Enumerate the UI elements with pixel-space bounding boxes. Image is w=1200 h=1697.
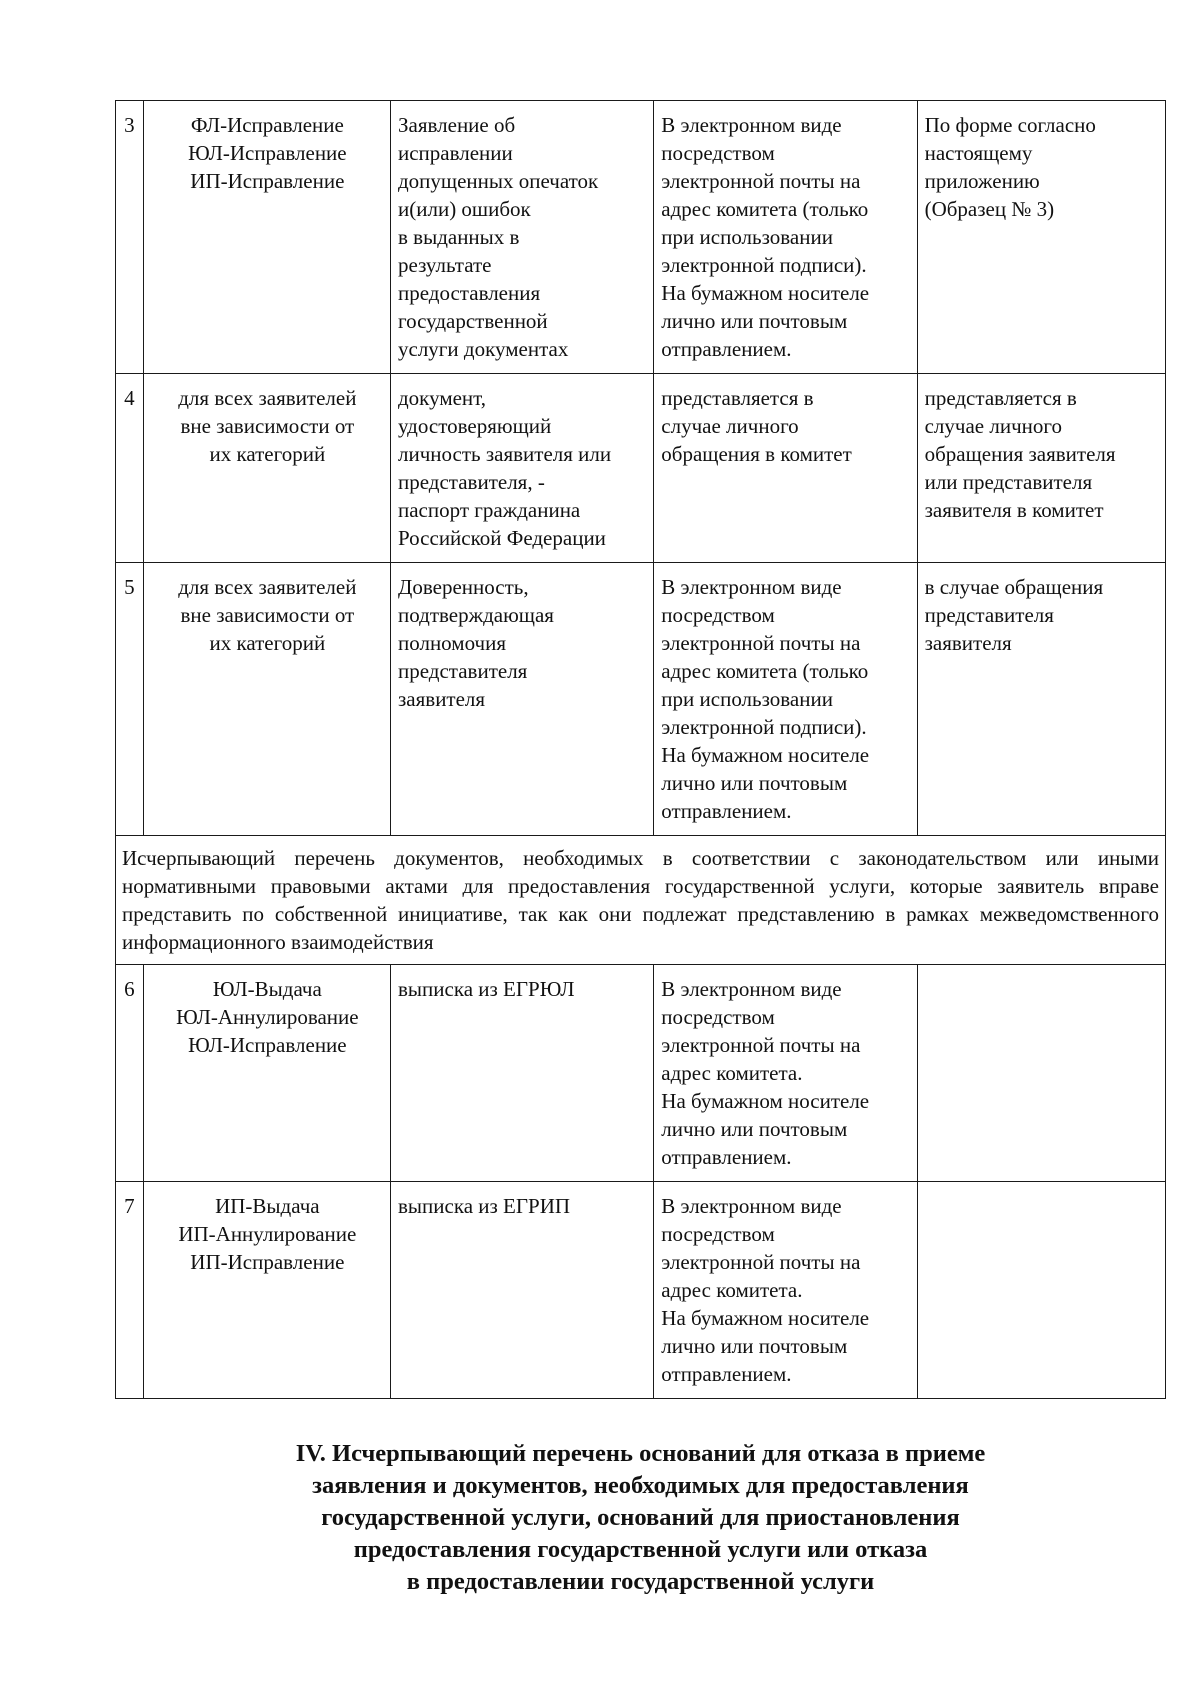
heading-line: предоставления государственной услуги или отказа	[353, 1536, 928, 1563]
applicant-category: ФЛ-Исправление ЮЛ-Исправление ИП-Исправление	[143, 101, 390, 374]
submission-method: В электронном виде посредством электронной почты на адрес комитета. На бумажном носителе лично или почтовым отправлением.	[654, 965, 917, 1182]
document-name: Доверенность, подтверждающая полномочия представителя заявителя	[391, 563, 654, 836]
submission-method: представляется в случае личного обращения в комитет	[654, 374, 917, 563]
table-row	[116, 101, 1166, 374]
heading-line: в предоставлении государственной услуги	[406, 1568, 875, 1595]
row-number: 6	[116, 965, 144, 1182]
row-number: 3	[116, 101, 144, 374]
heading-line: государственной услуги, оснований для приостановления	[321, 1504, 960, 1531]
submission-method: В электронном виде посредством электронной почты на адрес комитета (только при использовании электронной подписи). На бумажном носителе лично или почтовым отправлением.	[654, 101, 917, 374]
document-name: выписка из ЕГРИП	[391, 1182, 654, 1399]
document-name: Заявление об исправлении допущенных опечаток и(или) ошибок в выданных в результате предоставления государственной услуги документах	[391, 101, 654, 374]
row-number: 7	[116, 1182, 144, 1399]
table-row	[116, 965, 1166, 1182]
table-section-row	[116, 836, 1166, 965]
document-name: документ, удостоверяющий личность заявителя или представителя, - паспорт гражданина Российской Федерации	[391, 374, 654, 563]
document-name: выписка из ЕГРЮЛ	[391, 965, 654, 1182]
document-note	[917, 1182, 1165, 1399]
applicant-category: ЮЛ-Выдача ЮЛ-Аннулирование ЮЛ-Исправление	[143, 965, 390, 1182]
submission-method: В электронном виде посредством электронной почты на адрес комитета. На бумажном носителе лично или почтовым отправлением.	[654, 1182, 917, 1399]
document-note: представляется в случае личного обращения заявителя или представителя заявителя в комитет	[917, 374, 1165, 563]
submission-method: В электронном виде посредством электронной почты на адрес комитета (только при использовании электронной подписи). На бумажном носителе лично или почтовым отправлением.	[654, 563, 917, 836]
heading-line: IV. Исчерпывающий перечень оснований для отказа в приеме	[295, 1440, 986, 1467]
section-description: Исчерпывающий перечень документов, необходимых в соответствии с законодательством или иными нормативными правовыми актами для предоставления государственной услуги, которые заявитель вправе представить по собственной инициативе, так как они подлежат представлению в рамках межведомственного информационного взаимодействия	[116, 836, 1166, 965]
document-note: По форме согласно настоящему приложению (Образец № 3)	[917, 101, 1165, 374]
document-note: в случае обращения представителя заявителя	[917, 563, 1165, 836]
document-note	[917, 965, 1165, 1182]
row-number: 5	[116, 563, 144, 836]
table-row	[116, 1182, 1166, 1399]
documents-table	[115, 100, 1166, 1399]
row-number: 4	[116, 374, 144, 563]
table-row	[116, 563, 1166, 836]
section-heading	[115, 1438, 1166, 1598]
heading-line: заявления и документов, необходимых для предоставления	[312, 1472, 969, 1499]
applicant-category: для всех заявителей вне зависимости от их категорий	[143, 374, 390, 563]
applicant-category: для всех заявителей вне зависимости от их категорий	[143, 563, 390, 836]
table-row	[116, 374, 1166, 563]
applicant-category: ИП-Выдача ИП-Аннулирование ИП-Исправление	[143, 1182, 390, 1399]
